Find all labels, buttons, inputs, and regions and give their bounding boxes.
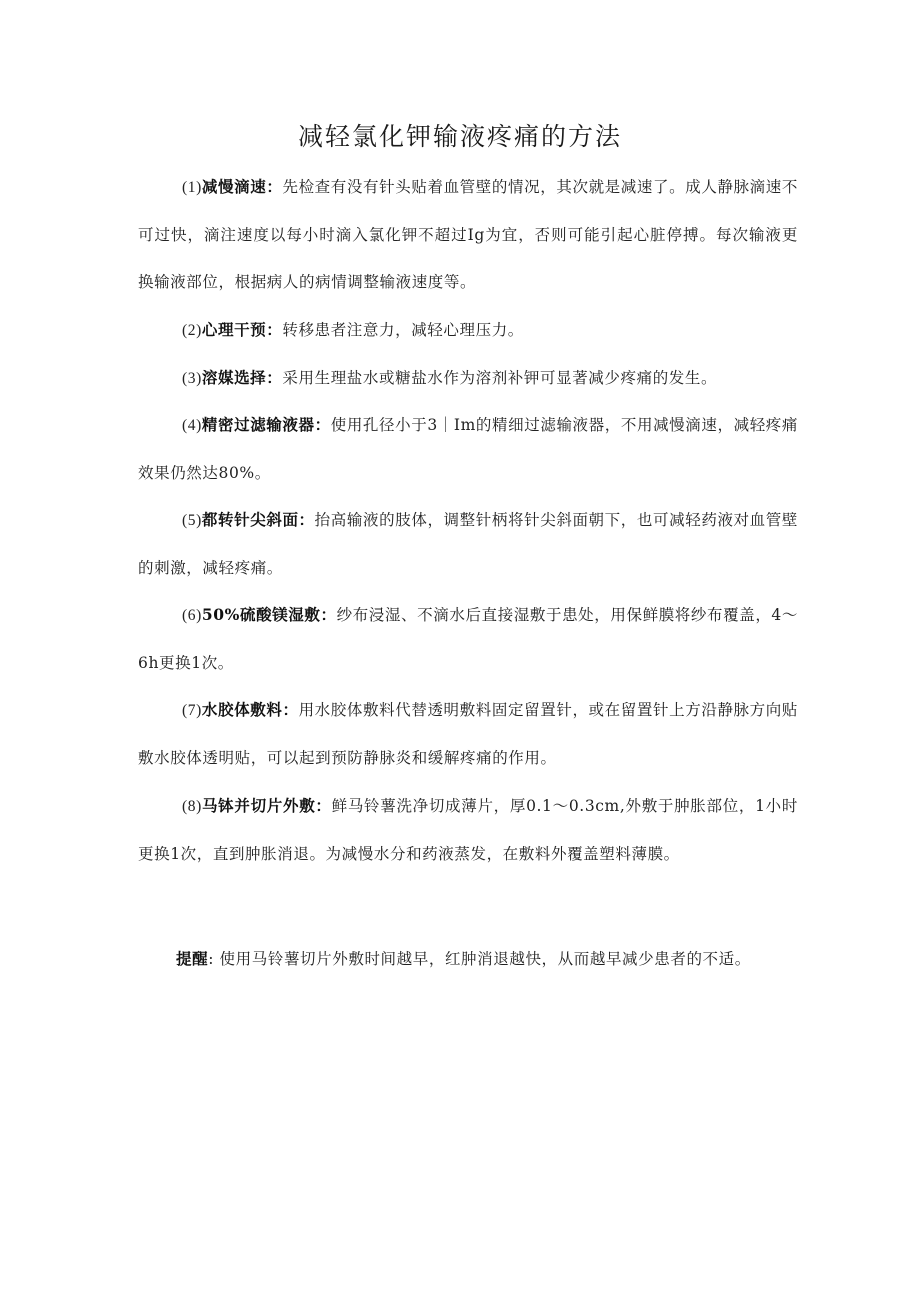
item-number: (8) [182,798,202,815]
item-number: (2) [182,322,202,339]
item-body: 使用孔径小于3｜Im的精细过滤输液器，不用减慢滴速，减轻疼痛效果仍然达80%。 [138,416,798,482]
reminder-paragraph [138,930,798,988]
item-heading: 溶媒选择： [201,368,283,387]
method-item-8 [138,782,798,878]
item-heading: 减慢滴速： [201,177,283,196]
item-body: 采用生理盐水或糖盐水作为溶剂补钾可显著减少疼痛的发生。 [282,369,718,387]
item-number: (1) [182,179,202,196]
method-item-5 [138,496,798,592]
item-body: 转移患者注意力，减轻心理压力。 [282,321,524,339]
item-heading: 50%硫酸镁湿敷： [201,605,337,624]
item-heading: 心理干预： [201,320,283,339]
reminder-body: : 使用马铃薯切片外敷时间越早，红肿消退越快，从而越早减少患者的不适。 [208,950,751,968]
item-body: 抬高输液的肢体，调整针柄将针尖斜面朝下，也可减轻药液对血管壁的刺激，减轻疼痛。 [138,511,798,577]
item-number: (3) [182,370,202,387]
item-number: (4) [182,417,202,434]
item-body: 先检查有没有针头贴着血管壁的情况，其次就是减速了。成人静脉滴速不可过快，滴注速度以每小时滴入氯化钾不超过Ig为宜，否则可能引起心脏停搏。每次输液更换输液部位，根据病人的病情调整输液速度等。 [138,178,798,291]
reminder-heading: 提醒 [176,949,209,968]
item-heading: 都转针尖斜面： [201,510,315,529]
method-item-7 [138,686,798,782]
item-body: 纱布浸湿、不滴水后直接湿敷于患处，用保鲜膜将纱布覆盖，4～6h更换1次。 [138,606,798,672]
item-body: 用水胶体敷料代替透明敷料固定留置针，或在留置针上方沿静脉方向贴敷水胶体透明贴，可以起到预防静脉炎和缓解疼痛的作用。 [138,701,798,767]
method-item-4 [138,401,798,497]
item-body: 鲜马铃薯洗净切成薄片，厚0.1～0.3cm,外敷于肿胀部位，1小时更换1次，直到肿胀消退。为减慢水分和药液蒸发，在敷料外覆盖塑料薄膜。 [138,797,798,863]
item-heading: 水胶体敷料： [201,700,299,719]
item-number: (6) [182,607,202,624]
method-item-2 [138,306,798,355]
method-item-1 [138,163,798,307]
item-number: (7) [182,702,202,719]
item-number: (5) [182,512,202,529]
page-title: 减轻氯化钾输液疼痛的方法 [297,122,622,151]
method-item-6 [138,591,798,687]
item-heading: 马钵并切片外敷： [201,796,332,815]
method-item-3 [138,354,798,403]
item-heading: 精密过滤输液器： [201,415,331,434]
